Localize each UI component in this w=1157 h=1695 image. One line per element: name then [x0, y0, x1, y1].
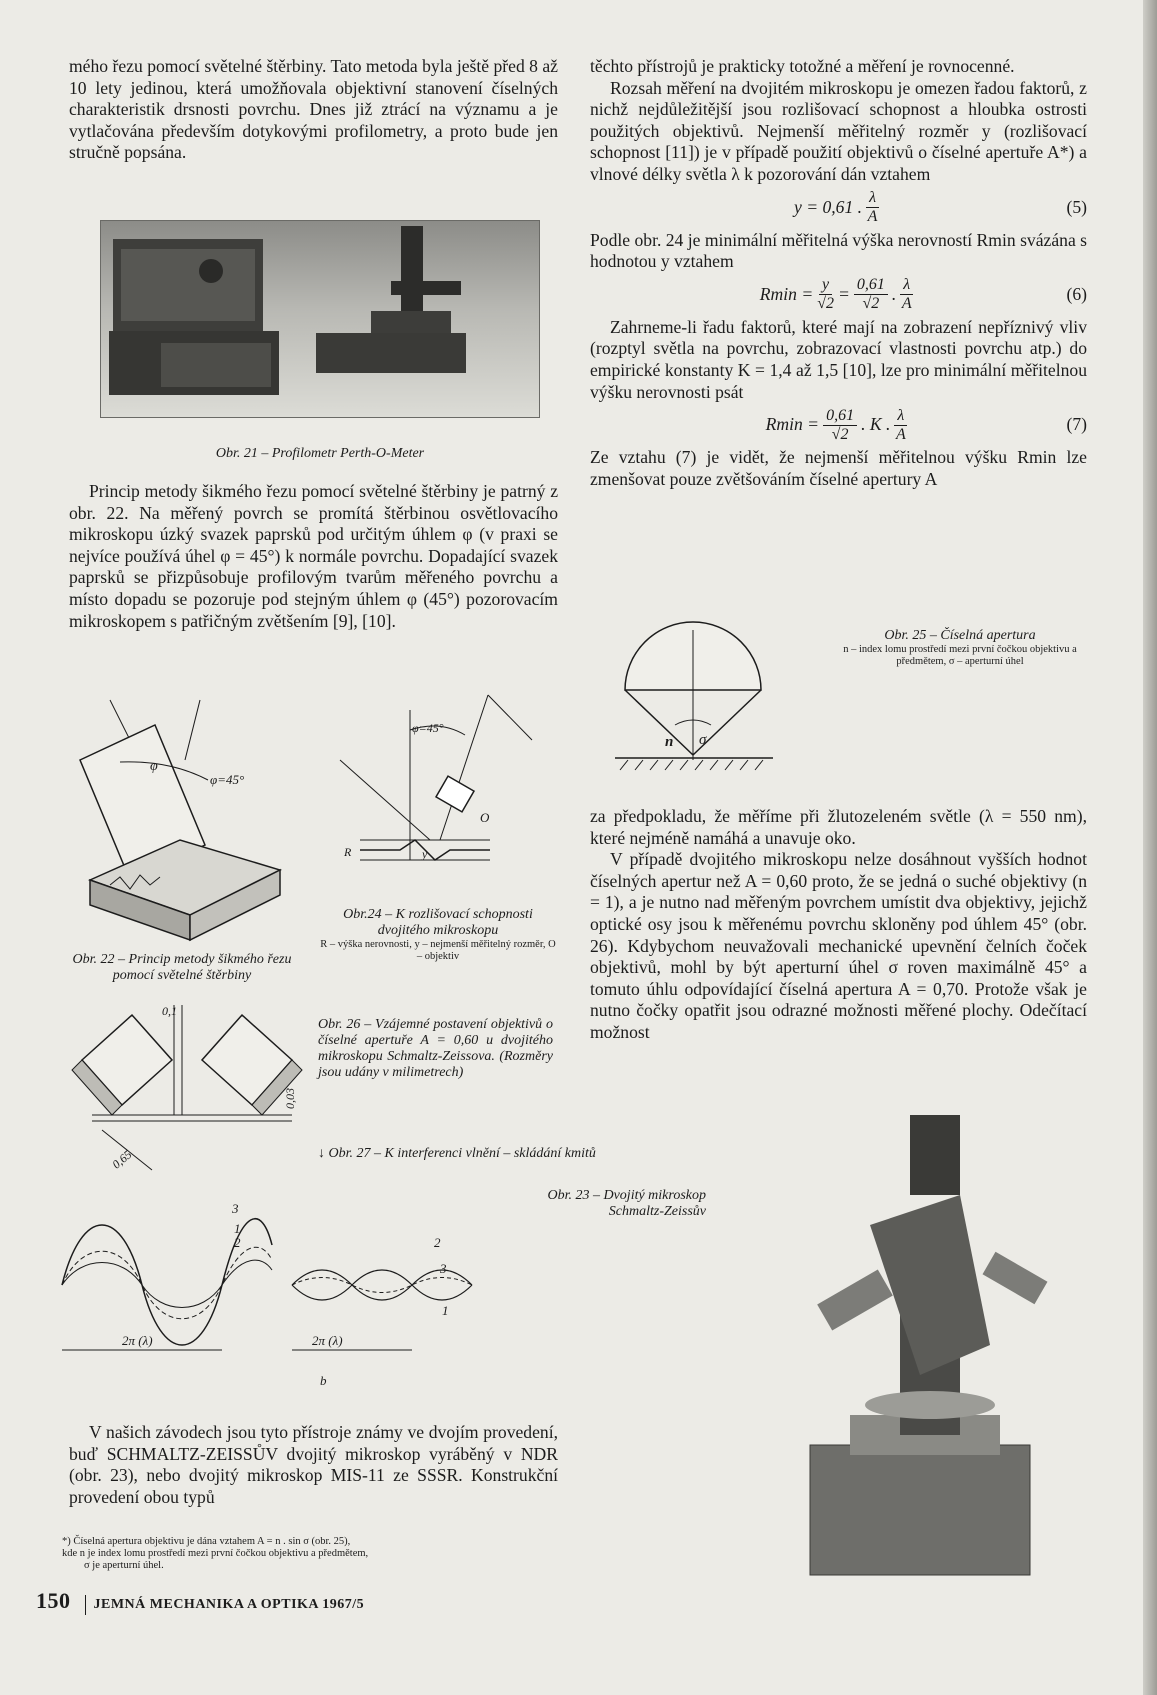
objective-label: O	[480, 810, 490, 825]
right-column-top	[590, 56, 1087, 490]
paragraph: Princip metody šikmého řezu pomocí světelné štěrbiny je patrný z obr. 22. Na měřený povrch se promítá štěrbinou osvětlovacího mikroskopu úzký svazek paprsků pod určitým úhlem φ (v praxi se nejvíce používá úhel φ = 45°) k normále povrchu. Dopadající svazek paprsků se přizpůsobuje profilovým tvarům měřeného povrchu a místo dopadu se pozoruje pod stejným úhlem φ (45°) pozorovacím mikroskopem s patřičným zvětšením [9], [10].	[69, 481, 558, 631]
eq7-fraction-2	[894, 407, 907, 444]
wave-label-1: 1	[234, 1221, 241, 1236]
footnote-line: *) Číselná apertura objektivu je dána vztahem A = n . sin σ (obr. 25),	[62, 1536, 351, 1547]
figure-25-title: Obr. 25 – Číselná apertura	[884, 628, 1036, 643]
eq7-left: Rmin =	[765, 414, 820, 435]
left-column-bottom	[69, 1422, 558, 1508]
eq6-fraction-3	[900, 276, 913, 313]
figure-25-legend: n – index lomu prostředí mezi první čočkou objektivu a předmětem, σ – aperturní úhel	[843, 644, 1077, 667]
footnote-line: σ je aperturní úhel.	[84, 1560, 164, 1571]
wave-label-1b: 1	[442, 1303, 449, 1318]
footer-divider	[85, 1595, 86, 1615]
eq5-fraction	[866, 189, 879, 226]
sigma-label: σ	[699, 732, 707, 748]
paragraph: Rozsah měření na dvojitém mikroskopu je omezen řadou faktorů, z nichž nejdůležitější jsou rozlišovací schopnost a hloubka ostrosti použitých objektivů. Nejmenší měřitelný rozměr y (rozlišovací schopnost [11]) je v případě použití objektivů o číselné apertuře A*) a vlnové délky světla λ k pozorování dán vztahem	[590, 77, 1087, 184]
eq6-f3-denominator: A	[901, 295, 912, 313]
phi45-label: φ=45°	[210, 772, 245, 787]
figure-27-caption: ↓ Obr. 27 – K interferenci vlnění – skládání kmitů	[318, 1146, 596, 1161]
eq7-middle: . K .	[861, 414, 891, 435]
eq6-f1-numerator: y	[819, 276, 832, 295]
figure-27-drawing	[62, 1201, 502, 1390]
eq5-numerator: λ	[866, 189, 879, 208]
figure-23-caption: Obr. 23 – Dvojitý mikroskop Schmaltz-Zeissův	[547, 1188, 706, 1219]
wave-label-3: 3	[232, 1201, 239, 1216]
eq6-dot: .	[891, 283, 897, 304]
page-edge	[1143, 0, 1157, 1695]
eq6-fraction-1	[817, 276, 834, 313]
left-column-top	[69, 56, 558, 164]
eq5-left: y = 0,61 .	[793, 196, 863, 217]
eq7-f2-denominator: A	[895, 425, 906, 443]
eq6-left: Rmin =	[759, 283, 814, 304]
eq7-fraction-1	[823, 407, 857, 444]
profilometer-illustration	[101, 221, 539, 417]
paragraph: Zahrneme-li řadu faktorů, které mají na zobrazení nepříznivý vliv (rozptyl světla na povrchu, zobrazovací vlastnosti povrchu atp.) do empirické konstanty K = 1,4 až 1,5 [10], lze pro minimální měřitelnou výšku nerovnosti psát	[590, 316, 1087, 402]
paragraph: za předpokladu, že měříme při žlutozeleném světle (λ = 550 nm), které nejméně namáhá a unavuje oko.	[590, 806, 1087, 848]
equation-number: (7)	[1066, 414, 1087, 435]
equation-number: (6)	[1066, 283, 1087, 304]
height-label: R	[344, 845, 352, 859]
phi-label: φ	[150, 759, 158, 774]
eq7-f2-numerator: λ	[894, 407, 907, 426]
figure-26-drawing	[62, 1005, 312, 1185]
figure-24-caption	[318, 907, 558, 963]
eq7-f1-numerator: 0,61	[823, 407, 857, 426]
period-label-b: 2π (λ)	[312, 1333, 343, 1348]
figure-24-drawing	[340, 690, 560, 880]
equation-number: (5)	[1066, 196, 1087, 217]
eq5-denominator: A	[867, 208, 878, 226]
dim-003: 0,03	[283, 1088, 297, 1109]
paragraph: V případě dvojitého mikroskopu nelze dosáhnout vyšších hodnot číselných apertur než A = 0,60 proto, že se jedná o suché objektivy (n = 1), a je nutno nad měřeným povrchem umístit dva objektivy, jejichž optické osy jsou k měřenému povrchu skloněny pod úhlem 45° (obr. 26). Kdybychom neuvažovali mechanické upevnění čelních čoček objektivů, mohl by být aperturní úhel σ roven maximálně 45° a tomuto úhlu odpovídající číselná apertura A = 0,70. Protože však je nutno čočky opatřit jsou odrazné možnosti měřené plochy. Odečítací možnost	[590, 849, 1087, 1042]
equation-6	[590, 273, 1087, 317]
figure-23-photo	[770, 1115, 1080, 1585]
figure-21-photo	[100, 220, 540, 418]
eq7-f1-denominator: √2	[831, 425, 849, 443]
y-label: y	[422, 847, 428, 861]
figure-24-legend: R – výška nerovnosti, y – nejmenší měřitelný rozměr, O – objektiv	[320, 939, 556, 962]
eq6-equals: =	[837, 283, 850, 304]
paragraph: mého řezu pomocí světelné štěrbiny. Tato metoda byla ještě před 8 až 10 lety jedinou, která umožňovala objektivní stanovení číselných charakteristik drsnosti povrchu. Dnes již ztrácí na významu a je vytlačována především dotykovými profilometry, a proto bude jen stručně popsána.	[69, 56, 558, 163]
eq6-fraction-2	[854, 276, 888, 313]
index-label: n	[665, 734, 674, 750]
page-footer	[36, 1588, 364, 1615]
dim-065: 0,65	[109, 1147, 135, 1172]
figure-25-caption	[840, 628, 1080, 668]
wave-label-3b: 3	[440, 1261, 447, 1276]
figure-26-caption: Obr. 26 – Vzájemné postavení objektivů o číselné apertuře A = 0,60 u dvojitého mikroskopu Schmaltz-Zeissova. (Rozměry jsou udány v milimetrech)	[318, 1017, 553, 1080]
eq6-f1-denominator: √2	[817, 295, 834, 313]
left-column-middle	[69, 481, 558, 632]
figure-22-drawing	[80, 700, 300, 950]
dim-01: 0,1	[162, 1004, 177, 1018]
right-column-bottom	[590, 806, 1087, 1044]
period-label: 2π (λ)	[122, 1333, 153, 1348]
eq6-f2-denominator: √2	[862, 295, 880, 313]
wave-label-2: 2	[234, 1235, 241, 1250]
wave-label-2b: 2	[434, 1235, 441, 1250]
paragraph: těchto přístrojů je prakticky totožné a měření je rovnocenné.	[590, 56, 1015, 76]
footnote	[62, 1536, 552, 1572]
panel-b-label: b	[320, 1373, 327, 1388]
page-number: 150	[36, 1588, 71, 1613]
figure-22-caption: Obr. 22 – Princip metody šikmého řezu pomocí světelné štěrbiny	[72, 952, 292, 983]
eq6-f2-numerator: 0,61	[854, 276, 888, 295]
paragraph: Ze vztahu (7) je vidět, že nejmenší měřitelnou výšku Rmin lze zmenšovat pouze zvětšováním číselné apertury A	[590, 447, 1087, 489]
phi45-label: φ=45°	[412, 721, 444, 735]
figure-24-title: Obr.24 – K rozlišovací schopnosti dvojitého mikroskopu	[343, 907, 533, 938]
footnote-line: kde n je index lomu prostředí mezi první čočkou objektivu a předmětem,	[62, 1548, 369, 1559]
figure-25-drawing	[615, 630, 775, 780]
paragraph: Podle obr. 24 je minimální měřitelná výška nerovností Rmin svázána s hodnotou y vztahem	[590, 229, 1087, 272]
figure-21-caption: Obr. 21 – Profilometr Perth-O-Meter	[215, 446, 425, 461]
equation-5	[590, 186, 1087, 230]
journal-name: JEMNÁ MECHANIKA A OPTIKA 1967/5	[93, 1597, 365, 1612]
eq6-f3-numerator: λ	[900, 276, 913, 295]
paragraph: V našich závodech jsou tyto přístroje známy ve dvojím provedení, buď SCHMALTZ-ZEISSŮV dvojitý mikroskop vyráběný v NDR (obr. 23), nebo dvojitý mikroskop MIS-11 ze SSSR. Konstrukční provedení obou typů	[69, 1422, 558, 1507]
microscope-illustration	[770, 1115, 1080, 1585]
equation-7	[590, 403, 1087, 447]
